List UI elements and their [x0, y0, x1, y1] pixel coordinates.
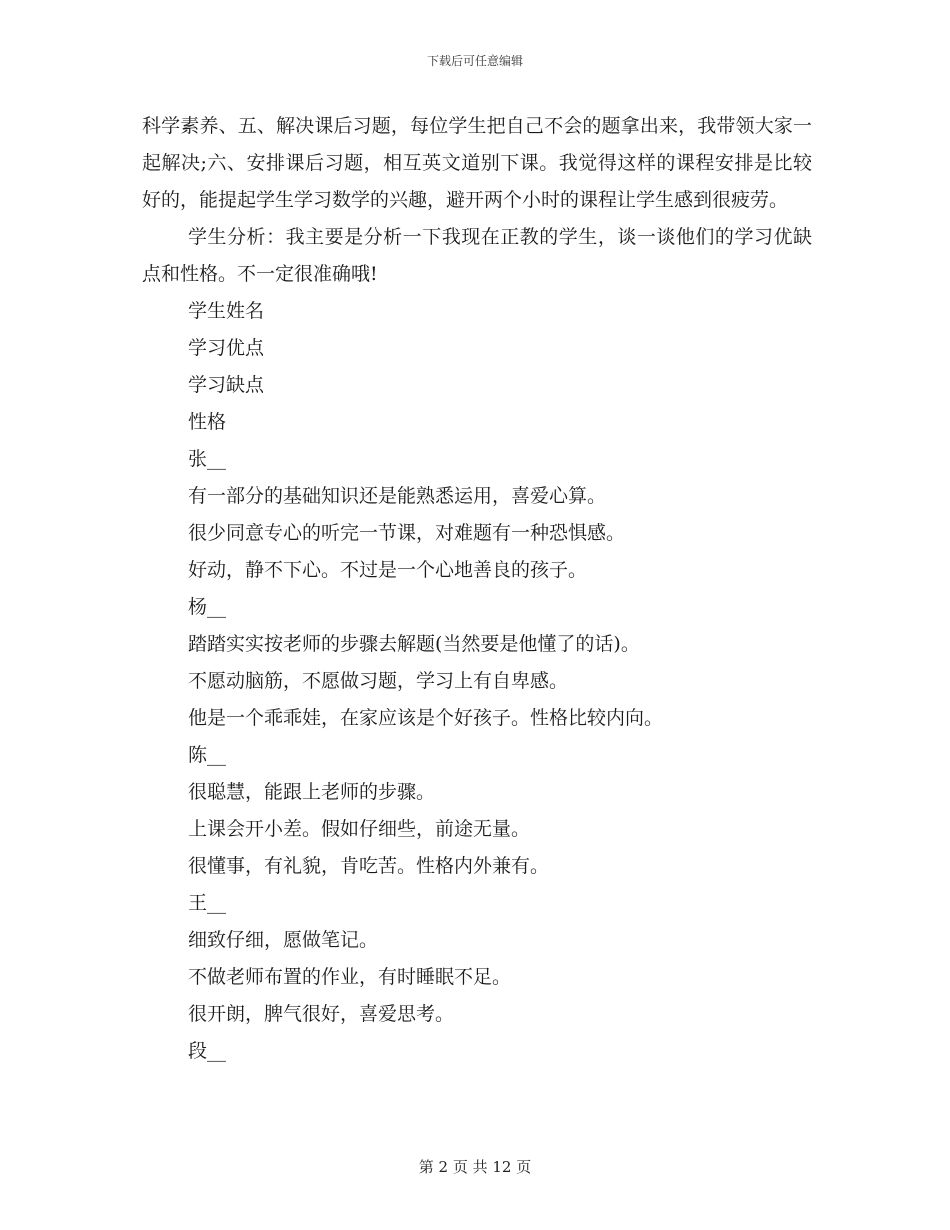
line-student-name-heading: 学生姓名 [188, 300, 265, 322]
document-body [142, 108, 812, 1070]
paragraph-student-analysis: 学生分析：我主要是分析一下我现在正教的学生，谈一谈他们的学习优缺点和性格。不一定很准确哦! [142, 226, 812, 285]
student-name-wang: 王__ [188, 892, 227, 914]
student-chen-personality: 很懂事，有礼貌，肯吃苦。性格内外兼有。 [188, 855, 550, 877]
line-strengths-heading: 学习优点 [188, 337, 265, 359]
student-yang-weaknesses: 不愿动脑筋，不愿做习题，学习上有自卑感。 [188, 670, 569, 692]
student-name-yang: 杨__ [188, 596, 227, 618]
student-zhang-weaknesses: 很少同意专心的听完一节课，对难题有一种恐惧感。 [188, 522, 626, 544]
line-weaknesses-heading: 学习缺点 [188, 374, 265, 396]
student-chen-weaknesses: 上课会开小差。假如仔细些，前途无量。 [188, 818, 531, 840]
student-zhang-personality: 好动，静不下心。不过是一个心地善良的孩子。 [188, 559, 588, 581]
page-number-footer: 第 2 页 共 12 页 [418, 1158, 532, 1176]
paragraph-course-plan: 科学素养、五、解决课后习题，每位学生把自己不会的题拿出来，我带领大家一起解决;六、安排课后习题，相互英文道别下课。我觉得这样的课程安排是比较好的，能提起学生学习数学的兴趣，避开两个小时的课程让学生感到很疲劳。 [142, 115, 812, 211]
student-yang-personality: 他是一个乖乖娃，在家应该是个好孩子。性格比较内向。 [188, 707, 664, 729]
student-wang-weaknesses: 不做老师布置的作业，有时睡眠不足。 [188, 966, 512, 988]
student-name-chen: 陈__ [188, 744, 227, 766]
student-yang-strengths: 踏踏实实按老师的步骤去解题(当然要是他懂了的话)。 [188, 633, 640, 655]
student-zhang-strengths: 有一部分的基础知识还是能熟悉运用，喜爱心算。 [188, 485, 607, 507]
student-name-duan: 段__ [188, 1040, 227, 1062]
student-name-zhang: 张__ [188, 448, 227, 470]
page-header: 下载后可任意编辑 [426, 54, 523, 68]
line-personality-heading: 性格 [188, 411, 227, 433]
student-wang-personality: 很开朗，脾气很好，喜爱思考。 [188, 1003, 455, 1025]
student-chen-strengths: 很聪慧，能跟上老师的步骤。 [188, 781, 436, 803]
student-wang-strengths: 细致仔细，愿做笔记。 [188, 929, 379, 951]
